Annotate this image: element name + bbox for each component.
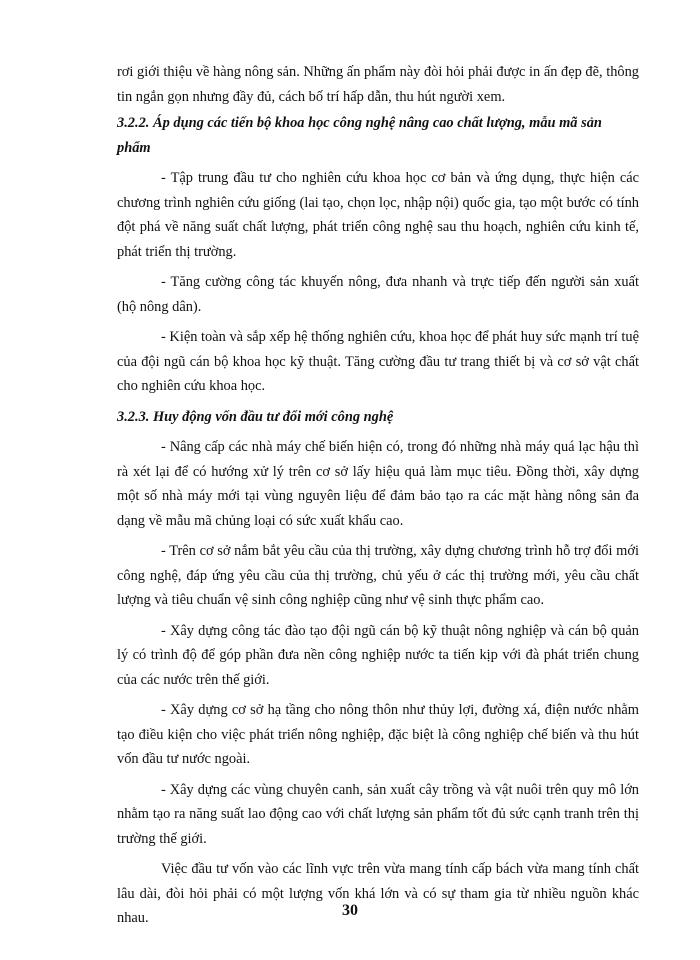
conclusion-paragraph: Việc đầu tư vốn vào các lĩnh vực trên vừa mang tính cấp bách vừa mang tính chất lâu dài, đòi hỏi phải có một lượng vốn khá lớn và có sự tham gia từ nhiều nguồn khác nhau. <box>117 861 639 926</box>
section-heading-3-2-3: 3.2.3. Huy động vốn đầu tư đổi mới công nghệ <box>117 408 394 425</box>
page-number: 30 <box>342 902 358 919</box>
paragraph: - Xây dựng cơ sở hạ tầng cho nông thôn như thủy lợi, đường xá, điện nước nhằm tạo điều kiện cho việc phát triển nông nghiệp, đặc biệt là công nghiệp chế biến và thu hút vốn đầu tư nước ngoài. <box>117 702 639 767</box>
paragraph: - Trên cơ sở nắm bắt yêu cầu của thị trường, xây dựng chương trình hỗ trợ đổi mới công nghệ, đáp ứng yêu cầu của thị trường, chủ yếu ở các thị trường mới, yêu cầu chất lượng và tiêu chuẩn vệ sinh công nghiệp cũng như vệ sinh thực phẩm cao. <box>117 543 639 608</box>
paragraph: - Tập trung đầu tư cho nghiên cứu khoa học cơ bản và ứng dụng, thực hiện các chương trình nghiên cứu giống (lai tạo, chọn lọc, nhập nội) quốc gia, tạo một bước có tính đột phá về năng suất chất lượng, phát triển công nghệ sau thu hoạch, nghiên cứu kinh tế, phát triển thị trường. <box>117 170 639 260</box>
intro-paragraph: rơi giới thiệu về hàng nông sản. Những ấn phẩm này đòi hỏi phải được in ấn đẹp đẽ, thông tin ngắn gọn nhưng đầy đủ, cách bố trí hấp dẫn, thu hút người xem. <box>117 64 639 105</box>
paragraph: - Tăng cường công tác khuyến nông, đưa nhanh và trực tiếp đến người sản xuất (hộ nông dân). <box>117 274 639 315</box>
paragraph: - Kiện toàn và sắp xếp hệ thống nghiên cứu, khoa học để phát huy sức mạnh trí tuệ của đội ngũ cán bộ khoa học kỹ thuật. Tăng cường đầu tư trang thiết bị và cơ sở vật chất cho nghiên cứu khoa học. <box>117 329 639 394</box>
paragraph: - Xây dựng các vùng chuyên canh, sản xuất cây trồng và vật nuôi trên quy mô lớn nhằm tạo ra năng suất lao động cao với chất lượng sản phẩm tốt đủ sức cạnh tranh trên thị trường thế giới. <box>117 781 639 847</box>
paragraph: - Nâng cấp các nhà máy chế biến hiện có, trong đó những nhà máy quá lạc hậu thì rà xét lại để có hướng xử lý trên cơ sở lấy hiệu quả làm mục tiêu. Đồng thời, xây dựng một số nhà máy mới tại vùng nguyên liệu để đảm bảo tạo ra các mặt hàng nông sản đa dạng về mẫu mã chủng loại có sức xuất khẩu cao. <box>117 439 639 529</box>
section-heading-3-2-2: 3.2.2. Áp dụng các tiến bộ khoa học công nghệ nâng cao chất lượng, mẫu mã sản phẩm <box>117 115 602 156</box>
paragraph: - Xây dựng công tác đào tạo đội ngũ cán bộ kỹ thuật nông nghiệp và cán bộ quản lý có trình độ để góp phần đưa nền công nghiệp nước ta tiến kịp với đà phát triển chung của các nước trên thế giới. <box>117 622 639 688</box>
page-body <box>117 60 639 937</box>
